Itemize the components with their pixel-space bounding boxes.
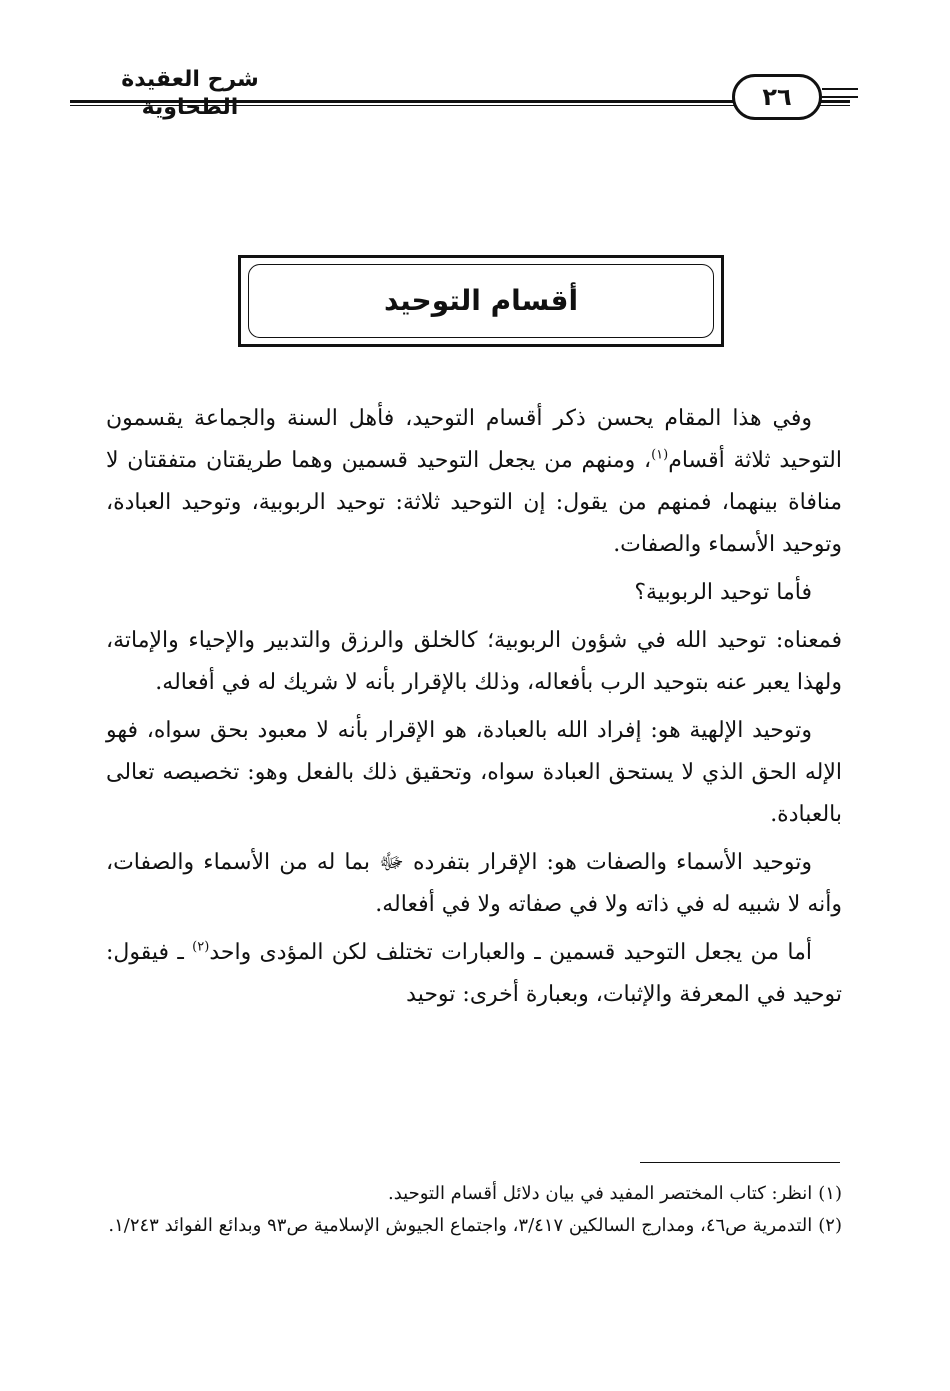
running-header-title: شرح العقيدة الطحاوية — [121, 67, 259, 120]
page-number-ornament — [822, 88, 858, 98]
footnote-1-number: (١) — [818, 1183, 842, 1204]
paragraph-1-text-b: ، ومنهم من يجعل التوحيد قسمين وهما طريقتان متفقتان لا منافاة بينهما، فمنهم من يقول: إن التوحيد ثلاثة: توحيد الربوبية، وتوحيد العبادة، وتوحيد الأسماء والصفات. — [106, 448, 842, 557]
footnote-1 — [106, 1178, 842, 1210]
footnote-2-text: التدمرية ص٤٦، ومدارج السالكين ٣/٤١٧، واجتماع الجيوش الإسلامية ص٩٣ وبدائع الفوائد ١/٢٤٣. — [108, 1215, 813, 1236]
paragraph-6 — [106, 932, 842, 1016]
body-text — [106, 398, 842, 1022]
section-title: أقسام التوحيد — [248, 264, 714, 338]
footnote-ref-1: (١) — [651, 447, 669, 463]
paragraph-6-text-a: أما من يجعل التوحيد قسمين ـ والعبارات تختلف لكن المؤدى واحد — [209, 940, 812, 965]
paragraph-2: فأما توحيد الربوبية؟ — [634, 580, 812, 605]
page-number: ٢٦ — [732, 74, 822, 120]
paragraph-5: وتوحيد الأسماء والصفات هو: الإقرار بتفرده ﷻ بما له من الأسماء والصفات، وأنه لا شبيه له في ذاته ولا في صفاته ولا في أفعاله. — [106, 850, 842, 917]
paragraph-1-text-a: وفي هذا المقام يحسن ذكر أقسام التوحيد، فأهل السنة والجماعة يقسمون التوحيد ثلاثة أقسام — [106, 406, 842, 473]
paragraph-4: وتوحيد الإلهية هو: إفراد الله بالعبادة، هو الإقرار بأنه لا معبود بحق سواه، فهو الإله الحق الذي لا يستحق العبادة سواه، وتحقيق ذلك بالفعل وهو: تخصيصه تعالى بالعبادة. — [106, 718, 842, 827]
footnote-ref-2: (٢) — [192, 939, 210, 955]
paragraph-1 — [106, 398, 842, 566]
paragraph-3: فمعناه: توحيد الله في شؤون الربوبية؛ كالخلق والرزق والتدبير والإحياء والإماتة، ولهذا يعبر عنه بتوحيد الرب بأفعاله، وذلك بالإقرار بأنه لا شريك له في أفعاله. — [106, 628, 842, 695]
footnote-1-text: انظر: كتاب المختصر المفيد في بيان دلائل أقسام التوحيد. — [388, 1183, 813, 1204]
footnote-2 — [106, 1210, 842, 1242]
footnote-separator — [640, 1162, 840, 1163]
footnote-2-number: (٢) — [818, 1215, 842, 1236]
paragraph-6-text-b: ـ فيقول: توحيد في المعرفة والإثبات، وبعبارة أخرى: توحيد — [106, 940, 842, 1007]
footnotes — [106, 1178, 842, 1242]
